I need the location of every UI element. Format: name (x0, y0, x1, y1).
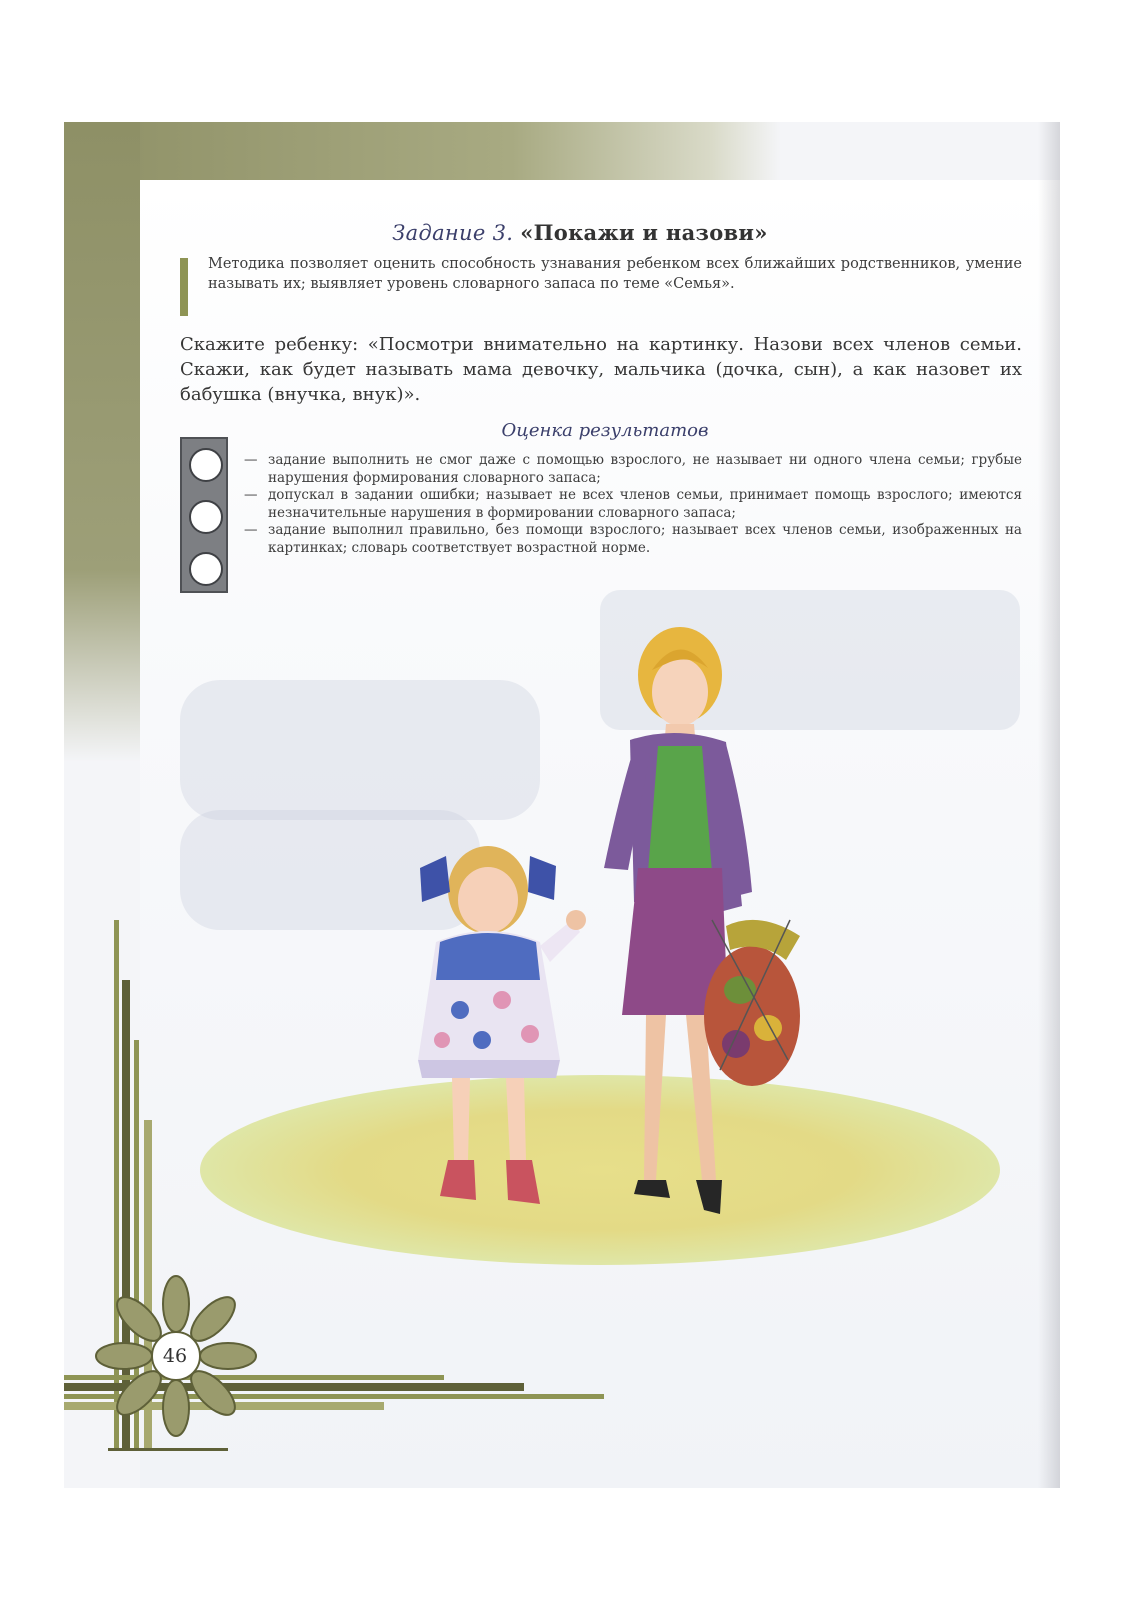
task-title (140, 220, 1020, 245)
item-dash: — (244, 522, 258, 538)
frame-left (64, 122, 140, 762)
evaluation-title: Оценка результатов (501, 420, 709, 441)
evaluation-item-text: задание выполнил правильно, без помощи взрослого; называет всех членов семьи, изображенных на картинках; словарь соответствует возрастной норме. (268, 522, 1022, 556)
page-number: 46 (162, 1345, 188, 1367)
evaluation-item-text: допускал в задании ошибки; называет не всех членов семьи, принимает помощь взрослого; имеются незначительные нарушения в формировании словарного запаса; (268, 487, 1022, 521)
page-edge-shadow (1038, 122, 1060, 1488)
lamp-middle-icon (189, 500, 223, 534)
intro-accent-bar (180, 258, 188, 316)
task-name: «Покажи и назови» (520, 220, 768, 245)
evaluation-item-high (244, 522, 1022, 557)
instruction-text: Скажите ребенку: «Посмотри внимательно на картинку. Назови всех членов семьи. Скажи, как будет называть мама девочку, мальчика (дочка, сын), а как назовет их бабушка (внучка, внук)». (180, 334, 1022, 405)
item-dash: — (244, 487, 258, 503)
item-dash: — (244, 452, 258, 468)
flower-corner-icon (64, 920, 624, 1480)
task-number: Задание 3. (392, 221, 514, 245)
lamp-top-icon (189, 448, 223, 482)
evaluation-item-text: задание выполнить не смог даже с помощью взрослого, не называет ни одного члена семьи; грубые нарушения формирования словарного запаса; (268, 452, 1022, 486)
evaluation-list (244, 452, 1022, 557)
method-description: Методика позволяет оценить способность узнавания ребенком всех ближайших родственников, умение называть их; выявляет уровень словарного запаса по теме «Семья». (208, 256, 1022, 292)
traffic-light-icon (180, 437, 228, 593)
evaluation-item-medium (244, 487, 1022, 522)
evaluation-item-low (244, 452, 1022, 487)
frame-top (64, 122, 1060, 182)
lamp-bottom-icon (189, 552, 223, 586)
